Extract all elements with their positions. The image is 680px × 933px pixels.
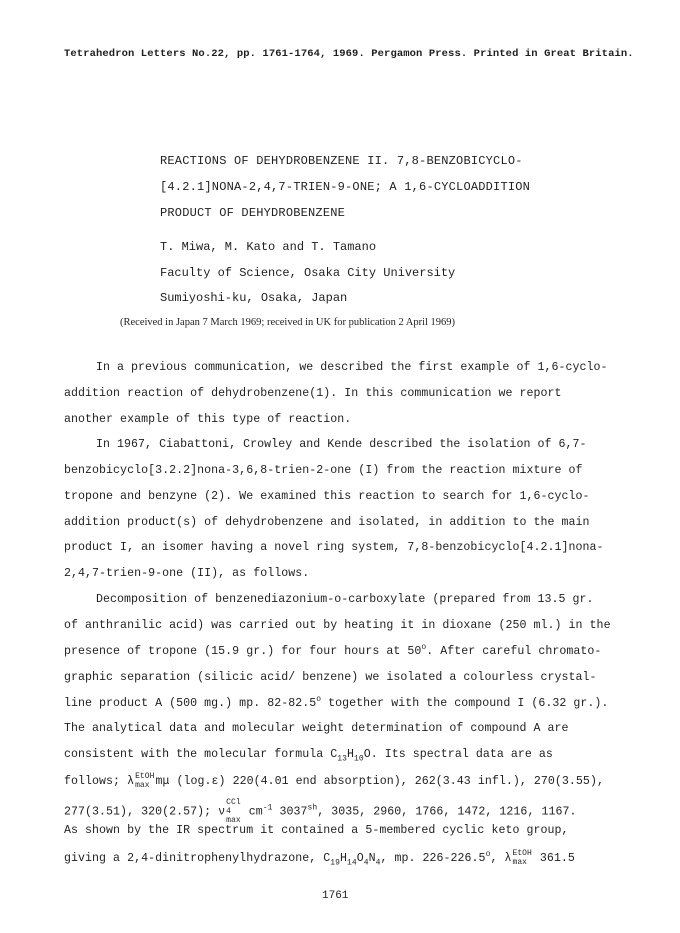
text-run: H bbox=[339, 852, 347, 866]
paper-title-line-3: PRODUCT OF DEHYDROBENZENE bbox=[160, 206, 346, 220]
text-run: follows; λ bbox=[64, 775, 135, 789]
subscript: 19 bbox=[330, 858, 340, 868]
text-run: O. Its spectral data are as bbox=[363, 748, 553, 761]
paragraph-3-line-5 bbox=[64, 697, 608, 710]
paragraph-3-line-6: The analytical data and molecular weight determination of compound A are bbox=[64, 722, 569, 735]
text-run: 277(3.51), 320(2.57); ν bbox=[64, 805, 226, 819]
subscript: 10 bbox=[354, 754, 364, 764]
nu-max-ccl4 bbox=[226, 798, 241, 825]
text-run: together with the compound I (6.32 gr.). bbox=[321, 697, 609, 710]
affiliation-line-2: Sumiyoshi-ku, Osaka, Japan bbox=[160, 291, 348, 305]
paper-title-line-2: [4.2.1]NONA-2,4,7-TRIEN-9-ONE; A 1,6-CYCLOADDITION bbox=[160, 180, 531, 194]
paragraph-3-line-9 bbox=[64, 798, 577, 825]
stack-top: EtOH bbox=[135, 772, 155, 781]
paragraph-3-line-1: Decomposition of benzenediazonium-o-carboxylate (prepared from 13.5 gr. bbox=[96, 593, 594, 606]
text-run: 3037 bbox=[272, 805, 308, 819]
superscript: sh bbox=[307, 803, 318, 813]
text-run: , λ bbox=[490, 852, 512, 866]
paragraph-2-line-1: In 1967, Ciabattoni, Crowley and Kende described the isolation of 6,7- bbox=[96, 438, 587, 451]
text-run: O bbox=[356, 852, 364, 866]
paragraph-2-line-4: addition product(s) of dehydrobenzene and isolated, in addition to the main bbox=[64, 516, 590, 529]
subscript: 4 bbox=[375, 858, 381, 868]
text-run: , 3035, 2960, 1766, 1472, 1216, 1167. bbox=[317, 805, 577, 819]
text-run: consistent with the molecular formula C bbox=[64, 748, 338, 761]
text-run: , mp. 226-226.5 bbox=[380, 852, 486, 866]
author-names: T. Miwa, M. Kato and T. Tamano bbox=[160, 240, 377, 254]
stack-top bbox=[226, 798, 241, 816]
text-run: H bbox=[347, 748, 355, 761]
text-run: N bbox=[368, 852, 376, 866]
journal-header: Tetrahedron Letters No.22, pp. 1761-1764, 1969. Pergamon Press. Printed in Great Britain. bbox=[64, 48, 634, 60]
text-run: 361.5 bbox=[532, 852, 575, 866]
paragraph-3-line-4: graphic separation (silicic acid/ benzene) we isolated a colourless crystal- bbox=[64, 671, 597, 684]
received-dates: (Received in Japan 7 March 1969; received in UK for publication 2 April 1969) bbox=[120, 317, 456, 328]
paragraph-1-line-3: another example of this type of reaction. bbox=[64, 413, 352, 426]
affiliation-line-1: Faculty of Science, Osaka City University bbox=[160, 266, 456, 280]
paragraph-2-line-5: product I, an isomer having a novel ring system, 7,8-benzobicyclo[4.2.1]nona- bbox=[64, 541, 604, 554]
lambda-max-etoh bbox=[512, 849, 531, 867]
paragraph-3-line-7 bbox=[64, 748, 553, 764]
stack-bottom: max bbox=[226, 816, 241, 825]
text-run: 4 bbox=[226, 807, 232, 816]
paragraph-2-line-6: 2,4,7-trien-9-one (II), as follows. bbox=[64, 567, 310, 580]
text-run: mμ (log.ε) 220(4.01 end absorption), 262(3.43 infl.), 270(3.55), bbox=[155, 775, 604, 789]
stack-bottom: max bbox=[512, 858, 528, 867]
subscript: 13 bbox=[337, 754, 347, 764]
text-run: giving a 2,4-dinitrophenylhydrazone, C bbox=[64, 852, 331, 866]
text-run: cm bbox=[241, 805, 263, 819]
paragraph-2-line-2: benzobicyclo[3.2.2]nona-3,6,8-trien-2-one (I) from the reaction mixture of bbox=[64, 464, 583, 477]
subscript: 4 bbox=[363, 858, 369, 868]
paragraph-3-line-10: As shown by the IR spectrum it contained a 5-membered cyclic keto group, bbox=[64, 824, 569, 837]
paragraph-3-line-11 bbox=[64, 849, 575, 867]
paragraph-3-line-8 bbox=[64, 772, 604, 790]
paragraph-1-line-2: addition reaction of dehydrobenzene(1). In this communication we report bbox=[64, 387, 562, 400]
text-run: line product A (500 mg.) mp. 82-82.5 bbox=[64, 697, 317, 710]
lambda-max-etoh bbox=[135, 772, 154, 790]
paragraph-3-line-3 bbox=[64, 645, 601, 658]
degree-sign: o bbox=[316, 695, 322, 705]
text-run: CCl bbox=[226, 798, 241, 807]
paragraph-1-line-1: In a previous communication, we described the first example of 1,6-cyclo- bbox=[96, 361, 608, 374]
degree-sign: o bbox=[421, 643, 427, 653]
superscript: -1 bbox=[262, 803, 273, 813]
paragraph-3-line-2: of anthranilic acid) was carried out by heating it in dioxane (250 ml.) in the bbox=[64, 619, 611, 632]
paper-title-line-1: REACTIONS OF DEHYDROBENZENE II. 7,8-BENZOBICYCLO- bbox=[160, 154, 523, 168]
page-number: 1761 bbox=[322, 890, 349, 902]
stack-bottom: max bbox=[135, 781, 150, 790]
subscript: 14 bbox=[347, 858, 357, 868]
paragraph-2-line-3: tropone and benzyne (2). We examined this reaction to search for 1,6-cyclo- bbox=[64, 490, 590, 503]
degree-sign: o bbox=[485, 850, 491, 860]
stack-top: EtOH bbox=[512, 849, 532, 858]
text-run: presence of tropone (15.9 gr.) for four hours at 50 bbox=[64, 645, 422, 658]
text-run: . After careful chromato- bbox=[426, 645, 602, 658]
